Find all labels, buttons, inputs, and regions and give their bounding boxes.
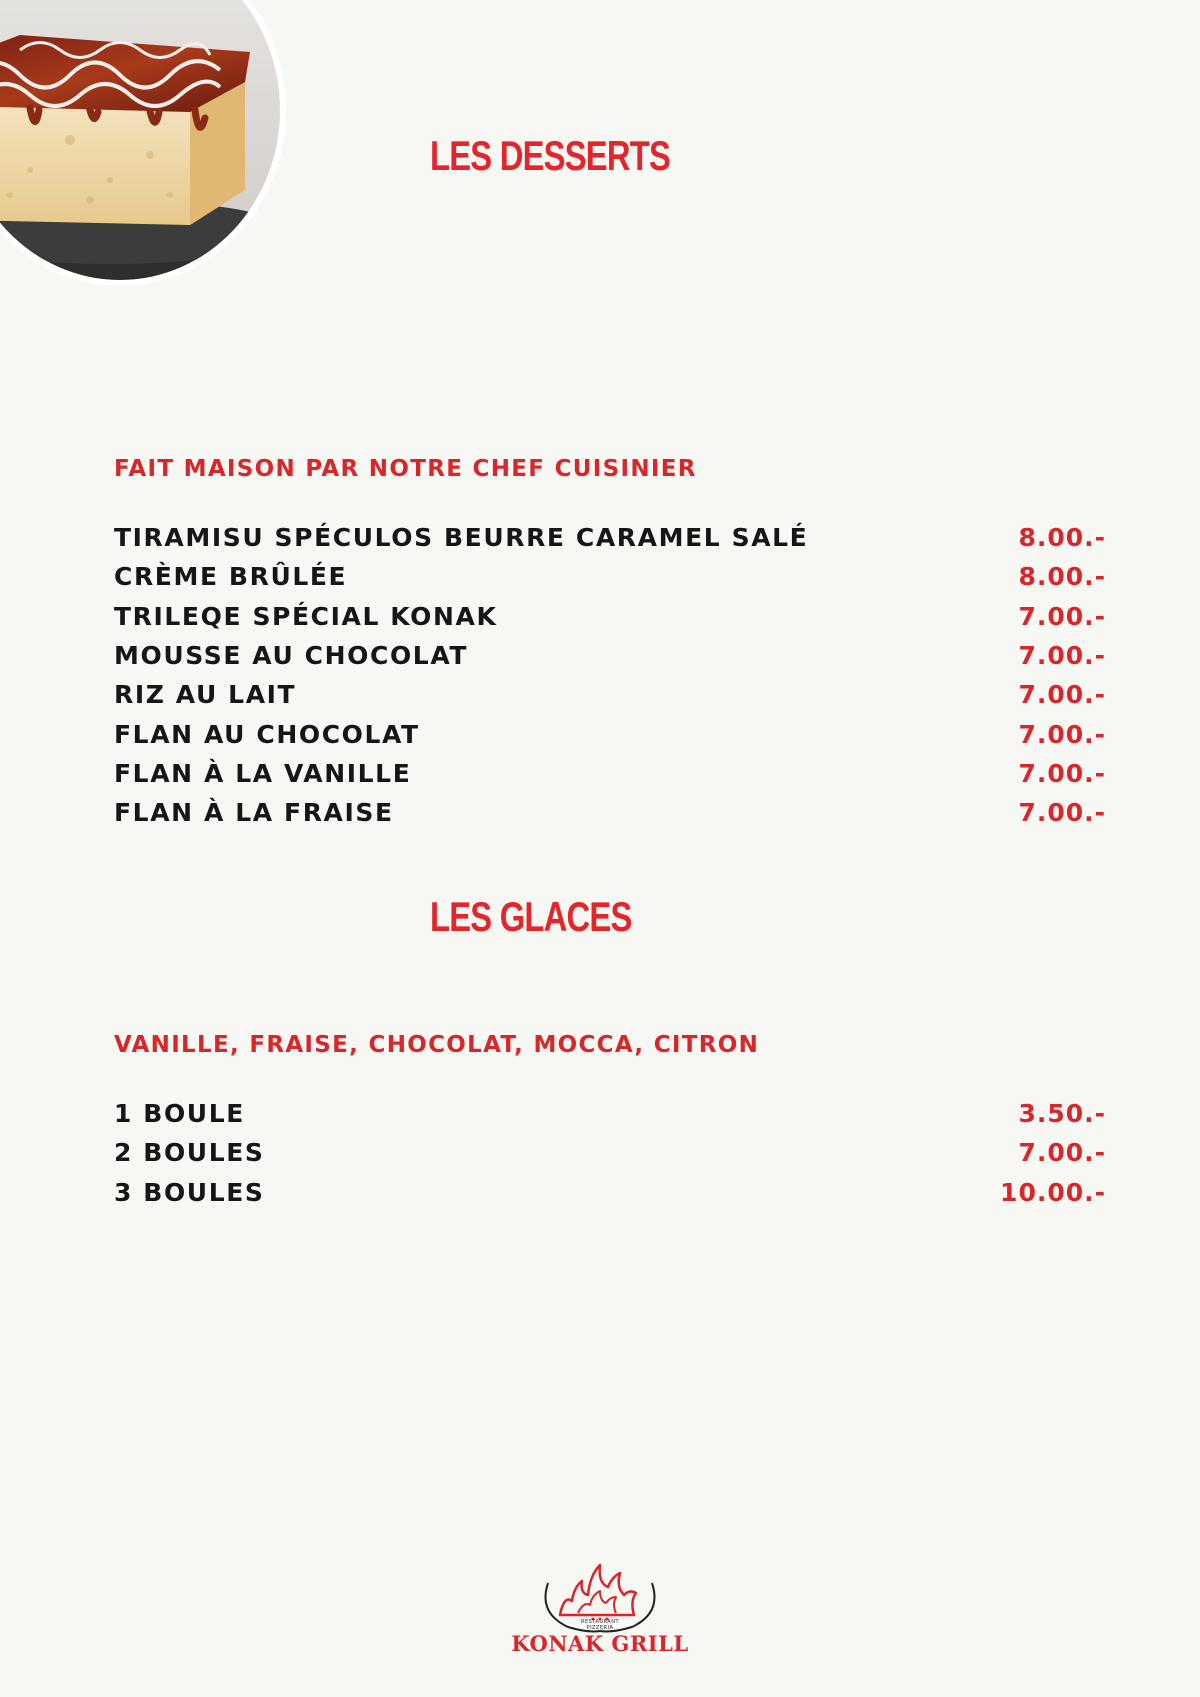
- item-price: 7.00.-: [1018, 758, 1106, 788]
- menu-item: [114, 1173, 1106, 1212]
- item-name: 3 BOULES: [114, 1177, 265, 1207]
- desserts-title: LES DESSERTS: [430, 132, 671, 179]
- item-price: 7.00.-: [1018, 680, 1106, 710]
- desserts-subtitle: FAIT MAISON PAR NOTRE CHEF CUISINIER: [114, 456, 697, 482]
- menu-item: [114, 714, 1106, 753]
- logo-tagline: [510, 1619, 690, 1631]
- item-name: 2 BOULES: [114, 1138, 265, 1168]
- glaces-menu-list: [114, 1094, 1106, 1212]
- item-price: 3.50.-: [1018, 1099, 1106, 1129]
- menu-item: [114, 557, 1106, 596]
- item-price: 7.00.-: [1018, 641, 1106, 671]
- item-name: FLAN À LA FRAISE: [114, 798, 394, 828]
- item-name: CRÈME BRÛLÉE: [114, 562, 348, 592]
- menu-item: [114, 793, 1106, 832]
- item-price: 7.00.-: [1018, 719, 1106, 749]
- menu-item: [114, 636, 1106, 675]
- logo-name: KONAK GRILL: [511, 1631, 689, 1656]
- item-price: 7.00.-: [1018, 601, 1106, 631]
- item-price: 7.00.-: [1018, 798, 1106, 828]
- item-name: TIRAMISU SPÉCULOS BEURRE CARAMEL SALÉ: [114, 523, 809, 553]
- item-name: FLAN À LA VANILLE: [114, 758, 412, 788]
- menu-item: [114, 1133, 1106, 1172]
- glaces-subtitle: VANILLE, FRAISE, CHOCOLAT, MOCCA, CITRON: [114, 1032, 760, 1058]
- menu-item: [114, 1094, 1106, 1133]
- menu-item: [114, 754, 1106, 793]
- item-name: RIZ AU LAIT: [114, 680, 297, 710]
- logo-tagline-restaurant: RESTAURANT: [580, 1619, 620, 1625]
- item-price: 8.00.-: [1018, 562, 1106, 592]
- item-price: 7.00.-: [1018, 1138, 1106, 1168]
- item-price: 10.00.-: [1000, 1177, 1106, 1207]
- cake-image-icon: [0, 0, 280, 280]
- menu-item: [114, 675, 1106, 714]
- logo-tagline-pizzeria: PIZZERIA: [586, 1625, 614, 1631]
- glaces-title: LES GLACES: [430, 893, 632, 940]
- item-name: 1 BOULE: [114, 1099, 245, 1129]
- desserts-menu-list: [114, 518, 1106, 832]
- menu-item: [114, 597, 1106, 636]
- item-name: FLAN AU CHOCOLAT: [114, 719, 420, 749]
- konak-grill-logo: [510, 1555, 690, 1675]
- item-price: 8.00.-: [1018, 523, 1106, 553]
- item-name: TRILEQE SPÉCIAL KONAK: [114, 601, 498, 631]
- dessert-photo: [0, 0, 280, 280]
- menu-item: [114, 518, 1106, 557]
- item-name: MOUSSE AU CHOCOLAT: [114, 641, 468, 671]
